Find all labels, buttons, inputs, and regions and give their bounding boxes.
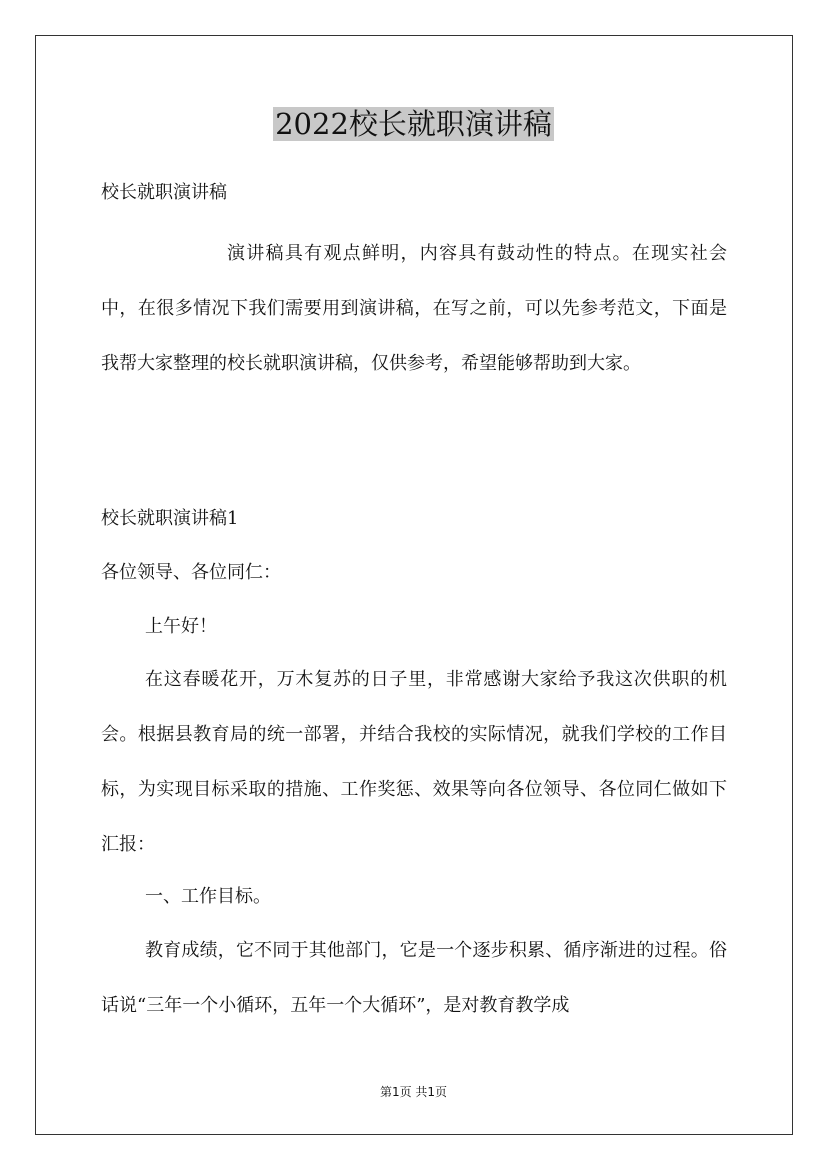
intro-paragraph: 演讲稿具有观点鲜明，内容具有鼓动性的特点。在现实社会中，在很多情况下我们需要用到演讲稿，在写之前，可以先参考范文，下面是我帮大家整理的校长就职演讲稿，仅供参考，希望能够帮助到大家。 xyxy=(101,243,727,374)
greeting: 上午好！ xyxy=(145,616,217,637)
section-heading: 校长就职演讲稿1 xyxy=(101,508,239,529)
page-footer: 第1页 共1页 xyxy=(379,1085,448,1099)
body-paragraph-2: 教育成绩，它不同于其他部门，它是一个逐步积累、循序渐进的过程。俗话说“三年一个小循环，五年一个大循环”，是对教育教学成 xyxy=(101,940,727,1016)
document-title xyxy=(0,104,827,144)
document-subtitle: 校长就职演讲稿 xyxy=(101,182,227,203)
point-heading-1: 一、工作目标。 xyxy=(145,886,271,907)
document-title-text: 2022校长就职演讲稿 xyxy=(275,107,552,141)
salutation: 各位领导、各位同仁： xyxy=(101,562,281,583)
body-paragraph-1: 在这春暖花开，万木复苏的日子里，非常感谢大家给予我这次供职的机会。根据县教育局的统一部署，并结合我校的实际情况，就我们学校的工作目标，为实现目标采取的措施、工作奖惩、效果等向各位领导、各位同仁做如下汇报： xyxy=(101,669,727,855)
